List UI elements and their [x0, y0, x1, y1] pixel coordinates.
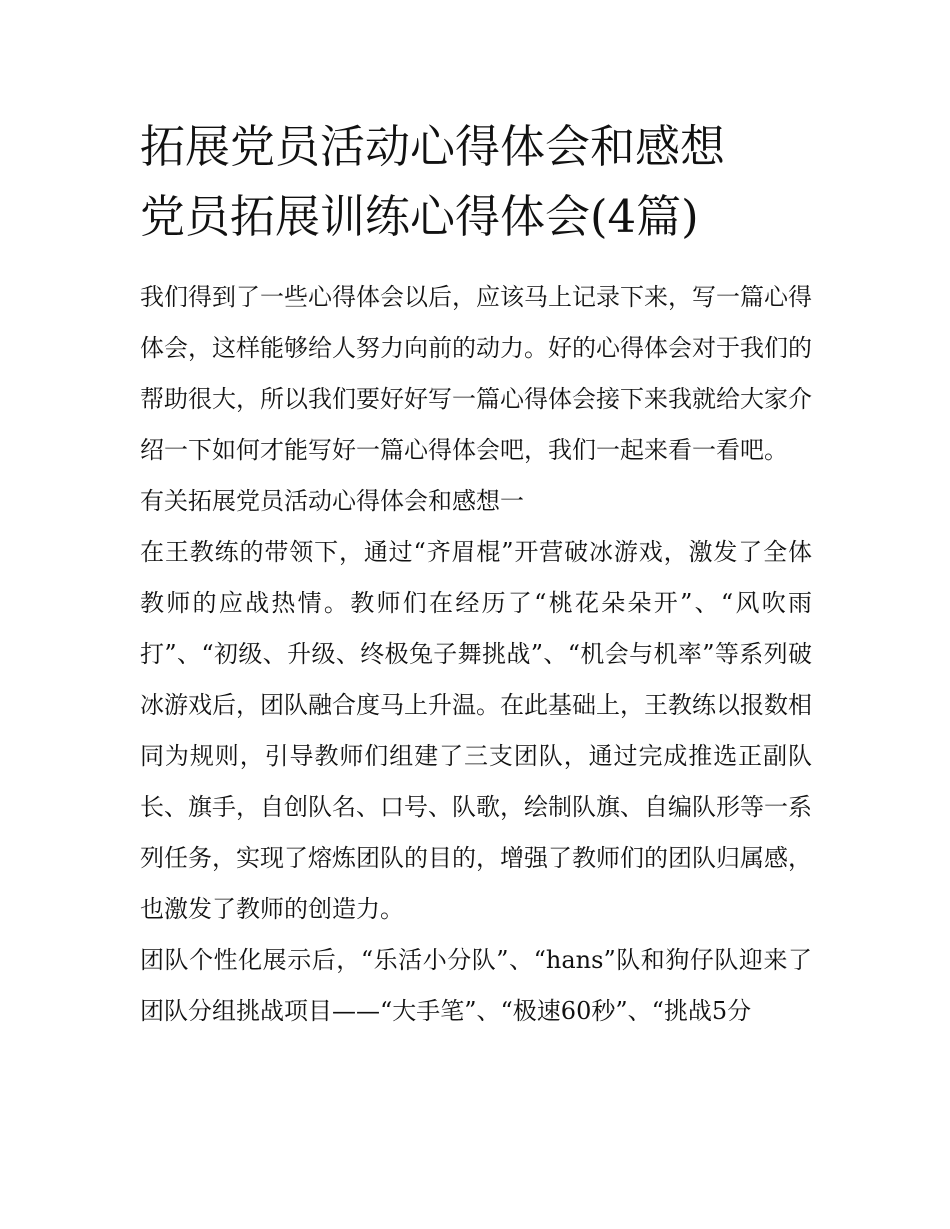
- document-title: [140, 112, 812, 252]
- section-heading: 有关拓展党员活动心得体会和感想一: [140, 487, 524, 515]
- body-paragraph-1: 在王教练的带领下，通过“齐眉棍”开营破冰游戏，激发了全体教师的应战热情。教师们在经历了“桃花朵朵开”、“风吹雨打”、“初级、升级、终极兔子舞挑战”、“机会与机率”等系列破冰游戏后，团队融合度马上升温。在此基础上，王教练以报数相同为规则，引导教师们组建了三支团队，通过完成推选正副队长、旗手，自创队名、口号、队歌，绘制队旗、自编队形等一系列任务，实现了熔炼团队的目的，增强了教师们的团队归属感，也激发了教师的创造力。: [140, 538, 812, 923]
- title-line-2: 党员拓展训练心得体会(4篇): [140, 190, 699, 243]
- intro-paragraph: 我们得到了一些心得体会以后，应该马上记录下来，写一篇心得体会，这样能够给人努力向前的动力。好的心得体会对于我们的帮助很大，所以我们要好好写一篇心得体会接下来我就给大家介绍一下如何才能写好一篇心得体会吧，我们一起来看一看吧。: [140, 283, 812, 464]
- title-line-1: 拓展党员活动心得体会和感想: [140, 120, 726, 173]
- body-paragraph-2: 团队个性化展示后，“乐活小分队”、“hans”队和狗仔队迎来了团队分组挑战项目——“大手笔”、“极速60秒”、“挑战5分: [140, 946, 812, 1025]
- document-body: [140, 112, 812, 1037]
